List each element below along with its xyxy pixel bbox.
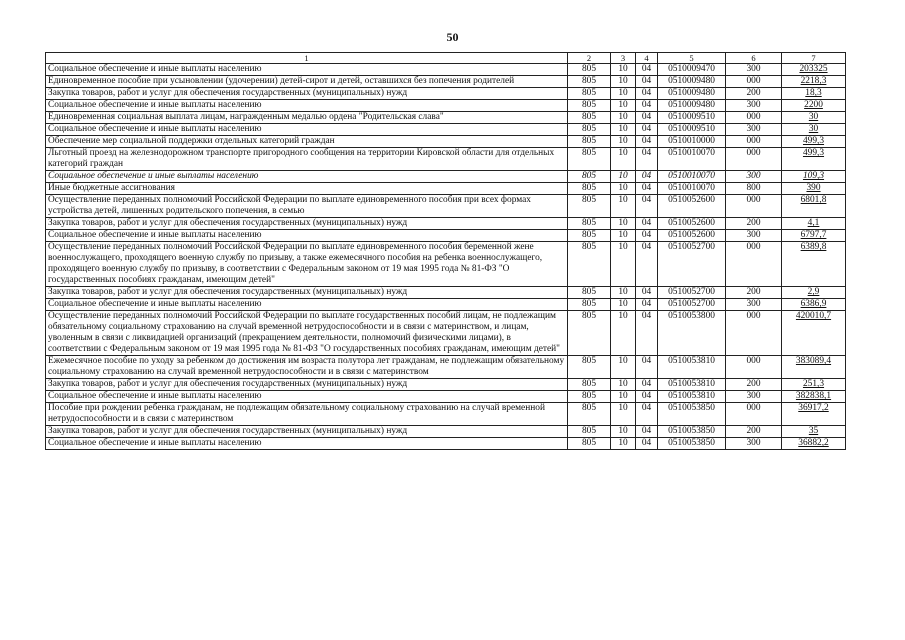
table-row bbox=[46, 171, 846, 183]
row-name-cell: Социальное обеспечение и иные выплаты населению bbox=[46, 438, 568, 450]
table-row bbox=[46, 438, 846, 450]
subsection-cell: 04 bbox=[636, 242, 658, 287]
subsection-cell: 04 bbox=[636, 124, 658, 136]
amount-cell: 382838,1 bbox=[782, 391, 846, 403]
expense-type-cell: 000 bbox=[726, 76, 782, 88]
amount-cell: 36882,2 bbox=[782, 438, 846, 450]
table-row bbox=[46, 88, 846, 100]
expense-type-cell: 300 bbox=[726, 64, 782, 76]
target-article-cell: 0510052600 bbox=[658, 195, 726, 218]
amount-cell: 18,3 bbox=[782, 88, 846, 100]
expense-type-cell: 200 bbox=[726, 88, 782, 100]
page-number: 50 bbox=[446, 30, 459, 44]
subsection-cell: 04 bbox=[636, 136, 658, 148]
code-cell: 805 bbox=[568, 112, 611, 124]
code-cell: 805 bbox=[568, 171, 611, 183]
table-row bbox=[46, 230, 846, 242]
section-cell: 10 bbox=[611, 100, 636, 112]
code-cell: 805 bbox=[568, 391, 611, 403]
target-article-cell: 0510053810 bbox=[658, 391, 726, 403]
expense-type-cell: 300 bbox=[726, 230, 782, 242]
subsection-cell: 04 bbox=[636, 64, 658, 76]
expense-type-cell: 200 bbox=[726, 218, 782, 230]
section-cell: 10 bbox=[611, 136, 636, 148]
amount-cell: 6389,8 bbox=[782, 242, 846, 287]
table-row bbox=[46, 112, 846, 124]
amount-cell: 30 bbox=[782, 124, 846, 136]
target-article-cell: 0510010000 bbox=[658, 136, 726, 148]
section-cell: 10 bbox=[611, 242, 636, 287]
section-cell: 10 bbox=[611, 195, 636, 218]
section-cell: 10 bbox=[611, 299, 636, 311]
expense-type-cell: 000 bbox=[726, 403, 782, 426]
table-row bbox=[46, 195, 846, 218]
table-row bbox=[46, 136, 846, 148]
section-cell: 10 bbox=[611, 403, 636, 426]
row-name-cell: Иные бюджетные ассигнования bbox=[46, 183, 568, 195]
target-article-cell: 0510052700 bbox=[658, 242, 726, 287]
target-article-cell: 0510053810 bbox=[658, 356, 726, 379]
table-row bbox=[46, 391, 846, 403]
amount-cell: 36917,2 bbox=[782, 403, 846, 426]
amount-cell: 390 bbox=[782, 183, 846, 195]
table-row bbox=[46, 242, 846, 287]
subsection-cell: 04 bbox=[636, 218, 658, 230]
amount-cell: 2200 bbox=[782, 100, 846, 112]
column-header: 2 bbox=[568, 53, 611, 64]
expense-type-cell: 000 bbox=[726, 112, 782, 124]
row-name-cell: Закупка товаров, работ и услуг для обеспечения государственных (муниципальных) нужд bbox=[46, 379, 568, 391]
row-name-cell: Единовременная социальная выплата лицам, награжденным медалью ордена "Родительская слава" bbox=[46, 112, 568, 124]
column-header: 4 bbox=[636, 53, 658, 64]
row-name-cell: Осуществление переданных полномочий Российской Федерации по выплате государственных пособий лицам, не подлежащим обязательному социальному страхованию на случай временной нетрудоспособности и в связи с материнством, и лицам, уволенным в связи с ликвидацией организаций (прекращением деятельности, полномочий физическими лицами), в соответствии с Федеральным законом от 19 мая 1995 года № 81-ФЗ "О государственных пособиях гражданам, имеющим детей" bbox=[46, 311, 568, 356]
row-name-cell: Социальное обеспечение и иные выплаты населению bbox=[46, 124, 568, 136]
target-article-cell: 0510010070 bbox=[658, 183, 726, 195]
code-cell: 805 bbox=[568, 124, 611, 136]
subsection-cell: 04 bbox=[636, 287, 658, 299]
amount-cell: 109,3 bbox=[782, 171, 846, 183]
subsection-cell: 04 bbox=[636, 403, 658, 426]
subsection-cell: 04 bbox=[636, 171, 658, 183]
section-cell: 10 bbox=[611, 88, 636, 100]
column-header: 5 bbox=[658, 53, 726, 64]
code-cell: 805 bbox=[568, 183, 611, 195]
subsection-cell: 04 bbox=[636, 100, 658, 112]
table-row bbox=[46, 183, 846, 195]
target-article-cell: 0510053850 bbox=[658, 438, 726, 450]
expense-type-cell: 000 bbox=[726, 311, 782, 356]
row-name-cell: Обеспечение мер социальной поддержки отдельных категорий граждан bbox=[46, 136, 568, 148]
table-row bbox=[46, 403, 846, 426]
target-article-cell: 0510010070 bbox=[658, 148, 726, 171]
expense-type-cell: 200 bbox=[726, 287, 782, 299]
expense-type-cell: 300 bbox=[726, 124, 782, 136]
table-row bbox=[46, 426, 846, 438]
subsection-cell: 04 bbox=[636, 230, 658, 242]
code-cell: 805 bbox=[568, 218, 611, 230]
code-cell: 805 bbox=[568, 230, 611, 242]
target-article-cell: 0510052600 bbox=[658, 218, 726, 230]
table-row bbox=[46, 64, 846, 76]
target-article-cell: 0510052700 bbox=[658, 299, 726, 311]
code-cell: 805 bbox=[568, 438, 611, 450]
target-article-cell: 0510053810 bbox=[658, 379, 726, 391]
subsection-cell: 04 bbox=[636, 356, 658, 379]
target-article-cell: 0510053850 bbox=[658, 403, 726, 426]
amount-cell: 30 bbox=[782, 112, 846, 124]
section-cell: 10 bbox=[611, 438, 636, 450]
section-cell: 10 bbox=[611, 171, 636, 183]
table-row bbox=[46, 299, 846, 311]
amount-cell: 251,3 bbox=[782, 379, 846, 391]
section-cell: 10 bbox=[611, 148, 636, 171]
target-article-cell: 0510053850 bbox=[658, 426, 726, 438]
amount-cell: 6797,7 bbox=[782, 230, 846, 242]
row-name-cell: Социальное обеспечение и иные выплаты населению bbox=[46, 64, 568, 76]
section-cell: 10 bbox=[611, 76, 636, 88]
section-cell: 10 bbox=[611, 112, 636, 124]
row-name-cell: Единовременное пособие при усыновлении (удочерении) детей-сирот и детей, оставшихся без попечения родителей bbox=[46, 76, 568, 88]
code-cell: 805 bbox=[568, 356, 611, 379]
table-row bbox=[46, 287, 846, 299]
amount-cell: 2,9 bbox=[782, 287, 846, 299]
expense-type-cell: 300 bbox=[726, 299, 782, 311]
code-cell: 805 bbox=[568, 311, 611, 356]
code-cell: 805 bbox=[568, 379, 611, 391]
target-article-cell: 0510052700 bbox=[658, 287, 726, 299]
amount-cell: 499,3 bbox=[782, 136, 846, 148]
amount-cell: 6386,9 bbox=[782, 299, 846, 311]
amount-cell: 203325 bbox=[782, 64, 846, 76]
expense-type-cell: 000 bbox=[726, 356, 782, 379]
budget-table bbox=[45, 52, 846, 450]
target-article-cell: 0510009480 bbox=[658, 88, 726, 100]
row-name-cell: Закупка товаров, работ и услуг для обеспечения государственных (муниципальных) нужд bbox=[46, 88, 568, 100]
code-cell: 805 bbox=[568, 426, 611, 438]
section-cell: 10 bbox=[611, 64, 636, 76]
row-name-cell: Осуществление переданных полномочий Российской Федерации по выплате единовременного пособия беременной жене военнослужащего, проходящего военную службу по призыву, а также ежемесячного пособия на ребенка военнослужащего, проходящего военную службу по призыву, в соответствии с Федеральным законом от 19 мая 1995 года № 81-ФЗ "О государственных пособиях гражданам, имеющим детей" bbox=[46, 242, 568, 287]
table-row bbox=[46, 100, 846, 112]
expense-type-cell: 300 bbox=[726, 438, 782, 450]
code-cell: 805 bbox=[568, 287, 611, 299]
table-row bbox=[46, 379, 846, 391]
code-cell: 805 bbox=[568, 403, 611, 426]
section-cell: 10 bbox=[611, 356, 636, 379]
table-row bbox=[46, 356, 846, 379]
column-header: 1 bbox=[46, 53, 568, 64]
code-cell: 805 bbox=[568, 148, 611, 171]
expense-type-cell: 300 bbox=[726, 391, 782, 403]
table-row bbox=[46, 218, 846, 230]
column-header: 3 bbox=[611, 53, 636, 64]
target-article-cell: 0510009510 bbox=[658, 112, 726, 124]
subsection-cell: 04 bbox=[636, 183, 658, 195]
target-article-cell: 0510009480 bbox=[658, 76, 726, 88]
target-article-cell: 0510010070 bbox=[658, 171, 726, 183]
row-name-cell: Социальное обеспечение и иные выплаты населению bbox=[46, 299, 568, 311]
amount-cell: 6801,8 bbox=[782, 195, 846, 218]
section-cell: 10 bbox=[611, 379, 636, 391]
target-article-cell: 0510009480 bbox=[658, 100, 726, 112]
row-name-cell: Осуществление переданных полномочий Российской Федерации по выплате единовременного пособия при всех формах устройства детей, лишенных родительского попечения, в семью bbox=[46, 195, 568, 218]
expense-type-cell: 000 bbox=[726, 136, 782, 148]
subsection-cell: 04 bbox=[636, 379, 658, 391]
subsection-cell: 04 bbox=[636, 438, 658, 450]
expense-type-cell: 200 bbox=[726, 426, 782, 438]
subsection-cell: 04 bbox=[636, 311, 658, 356]
subsection-cell: 04 bbox=[636, 391, 658, 403]
expense-type-cell: 200 bbox=[726, 379, 782, 391]
amount-cell: 2218,3 bbox=[782, 76, 846, 88]
expense-type-cell: 000 bbox=[726, 195, 782, 218]
row-name-cell: Закупка товаров, работ и услуг для обеспечения государственных (муниципальных) нужд bbox=[46, 218, 568, 230]
table-row bbox=[46, 311, 846, 356]
expense-type-cell: 000 bbox=[726, 148, 782, 171]
code-cell: 805 bbox=[568, 100, 611, 112]
section-cell: 10 bbox=[611, 311, 636, 356]
section-cell: 10 bbox=[611, 230, 636, 242]
amount-cell: 420010,7 bbox=[782, 311, 846, 356]
row-name-cell: Социальное обеспечение и иные выплаты населению bbox=[46, 100, 568, 112]
code-cell: 805 bbox=[568, 88, 611, 100]
amount-cell: 499,3 bbox=[782, 148, 846, 171]
subsection-cell: 04 bbox=[636, 88, 658, 100]
row-name-cell: Закупка товаров, работ и услуг для обеспечения государственных (муниципальных) нужд bbox=[46, 287, 568, 299]
subsection-cell: 04 bbox=[636, 148, 658, 171]
target-article-cell: 0510052600 bbox=[658, 230, 726, 242]
amount-cell: 35 bbox=[782, 426, 846, 438]
subsection-cell: 04 bbox=[636, 112, 658, 124]
row-name-cell: Пособие при рождении ребенка гражданам, не подлежащим обязательному социальному страхованию на случай временной нетрудоспособности и в связи с материнством bbox=[46, 403, 568, 426]
code-cell: 805 bbox=[568, 76, 611, 88]
table-row bbox=[46, 124, 846, 136]
table-row bbox=[46, 148, 846, 171]
subsection-cell: 04 bbox=[636, 76, 658, 88]
expense-type-cell: 000 bbox=[726, 242, 782, 287]
section-cell: 10 bbox=[611, 426, 636, 438]
row-name-cell: Социальное обеспечение и иные выплаты населению bbox=[46, 391, 568, 403]
code-cell: 805 bbox=[568, 136, 611, 148]
row-name-cell: Ежемесячное пособие по уходу за ребенком до достижения им возраста полутора лет гражданам, не подлежащим обязательному социальному страхованию на случай временной нетрудоспособности и в связи с материнством bbox=[46, 356, 568, 379]
code-cell: 805 bbox=[568, 64, 611, 76]
expense-type-cell: 300 bbox=[726, 100, 782, 112]
row-name-cell: Социальное обеспечение и иные выплаты населению bbox=[46, 171, 568, 183]
section-cell: 10 bbox=[611, 218, 636, 230]
target-article-cell: 0510009470 bbox=[658, 64, 726, 76]
section-cell: 10 bbox=[611, 124, 636, 136]
code-cell: 805 bbox=[568, 242, 611, 287]
expense-type-cell: 800 bbox=[726, 183, 782, 195]
subsection-cell: 04 bbox=[636, 195, 658, 218]
code-cell: 805 bbox=[568, 299, 611, 311]
section-cell: 10 bbox=[611, 183, 636, 195]
row-name-cell: Закупка товаров, работ и услуг для обеспечения государственных (муниципальных) нужд bbox=[46, 426, 568, 438]
target-article-cell: 0510009510 bbox=[658, 124, 726, 136]
column-header: 7 bbox=[782, 53, 846, 64]
table-row bbox=[46, 76, 846, 88]
target-article-cell: 0510053800 bbox=[658, 311, 726, 356]
amount-cell: 4,1 bbox=[782, 218, 846, 230]
row-name-cell: Льготный проезд на железнодорожном транспорте пригородного сообщения на территории Кировской области для отдельных категорий граждан bbox=[46, 148, 568, 171]
subsection-cell: 04 bbox=[636, 426, 658, 438]
subsection-cell: 04 bbox=[636, 299, 658, 311]
table-header-row bbox=[46, 53, 846, 64]
row-name-cell: Социальное обеспечение и иные выплаты населению bbox=[46, 230, 568, 242]
column-header: 6 bbox=[726, 53, 782, 64]
code-cell: 805 bbox=[568, 195, 611, 218]
amount-cell: 383089,4 bbox=[782, 356, 846, 379]
section-cell: 10 bbox=[611, 287, 636, 299]
section-cell: 10 bbox=[611, 391, 636, 403]
expense-type-cell: 300 bbox=[726, 171, 782, 183]
